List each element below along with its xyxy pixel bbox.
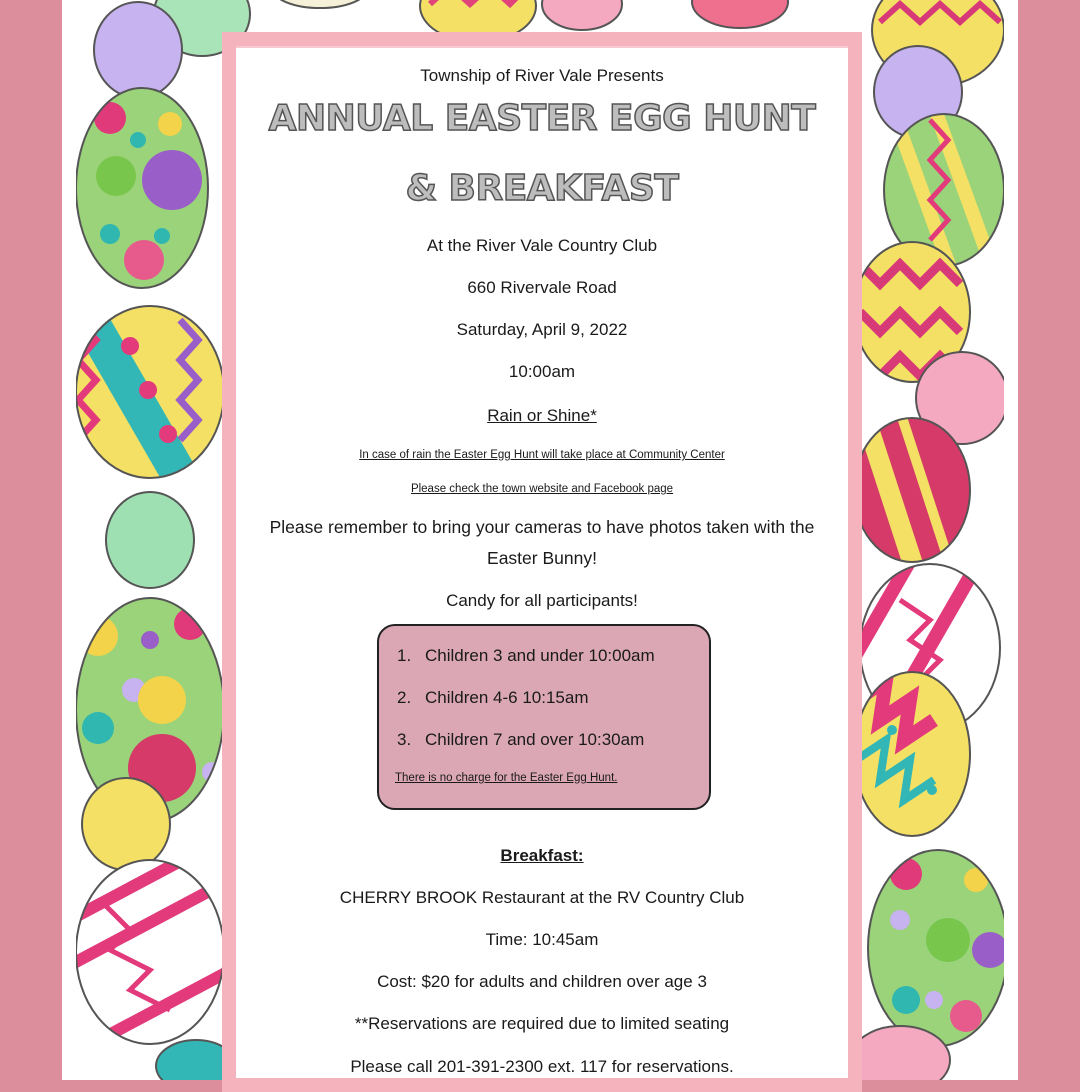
event-time: 10:00am bbox=[508, 362, 576, 381]
schedule-item: 1. Children 3 and under 10:00am bbox=[397, 646, 655, 665]
address: 660 Rivervale Road bbox=[467, 278, 617, 297]
breakfast-cost: Cost: $20 for adults and children over age 3 bbox=[377, 972, 707, 991]
left-egg-2 bbox=[75, 306, 224, 503]
reservations-required: **Reservations are required due to limited seating bbox=[354, 1014, 730, 1033]
hunt-schedule-box bbox=[377, 624, 711, 810]
no-charge-note: There is no charge for the Easter Egg Hunt. bbox=[395, 772, 618, 784]
rain-note: In case of rain the Easter Egg Hunt will take place at Community Center bbox=[359, 449, 725, 461]
breakfast-time: Time: 10:45am bbox=[485, 930, 599, 949]
reservation-phone: Please call 201-391-2300 ext. 117 for reservations. bbox=[350, 1057, 734, 1076]
check-website-note: Please check the town website and Facebook page bbox=[410, 483, 674, 495]
candy-note: Candy for all participants! bbox=[446, 591, 638, 610]
breakfast-restaurant: CHERRY BROOK Restaurant at the RV Country Club bbox=[339, 888, 745, 907]
breakfast-heading: Breakfast: bbox=[500, 846, 584, 865]
camera-note: Please remember to bring your cameras to have photos taken with the Easter Bunny! bbox=[269, 517, 815, 568]
schedule-item: 3. Children 7 and over 10:30am bbox=[397, 730, 645, 749]
schedule-item: 2. Children 4-6 10:15am bbox=[397, 688, 589, 707]
event-date: Saturday, April 9, 2022 bbox=[456, 320, 628, 339]
venue: At the River Vale Country Club bbox=[426, 236, 658, 255]
flyer-content-panel bbox=[222, 32, 862, 1092]
title-line-2: & BREAKFAST bbox=[405, 168, 679, 209]
presenter-line: Township of River Vale Presents bbox=[420, 66, 664, 85]
title-line-1: ANNUAL EASTER EGG HUNT bbox=[268, 98, 816, 139]
rain-or-shine: Rain or Shine* bbox=[487, 406, 597, 425]
